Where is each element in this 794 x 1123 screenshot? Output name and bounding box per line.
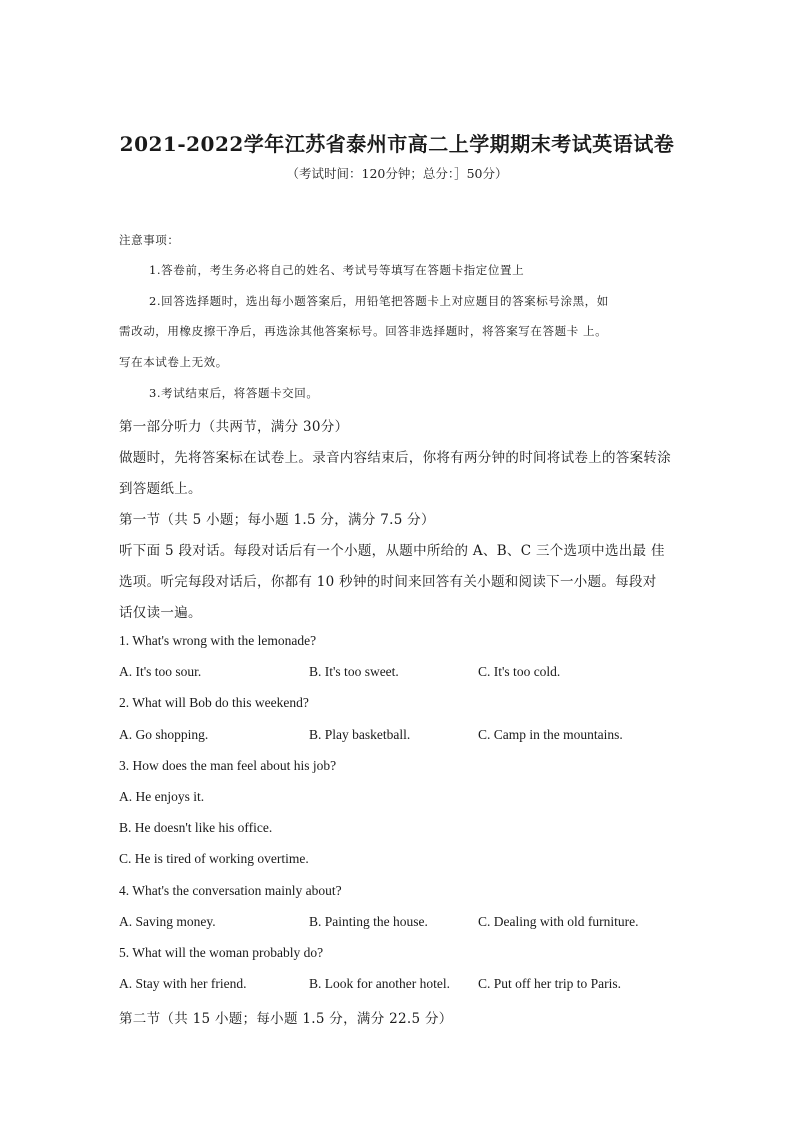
question-2-stem: 2. What will Bob do this weekend? xyxy=(119,695,309,710)
note-item-3: 3.考试结束后，将答题卡交回。 xyxy=(149,386,319,400)
question-3-option-c: C. He is tired of working overtime. xyxy=(119,851,309,866)
note-item-2-line-1: 2.回答选择题时，选出每小题答案后，用铅笔把答题卡上对应题目的答案标号涂黑，如 xyxy=(149,294,609,308)
section1-heading: 第一节（共 5 小题；每小题 1.5 分，满分 7.5 分） xyxy=(119,512,435,528)
exam-subtitle: （考试时间：120分钟；总分：］50分） xyxy=(286,166,508,181)
note-item-2-line-2: 需改动，用橡皮擦干净后，再选涂其他答案标号。回答非选择题时，将答案写在答题卡 上。 xyxy=(119,324,608,338)
question-2-option-b: B. Play basketball. xyxy=(309,727,411,742)
notes-heading: 注意事项： xyxy=(119,233,180,247)
part1-instruction-line-1: 做题时，先将答案标在试卷上。录音内容结束后，你将有两分钟的时间将试卷上的答案转涂 xyxy=(119,450,671,466)
question-1-option-b: B. It's too sweet. xyxy=(309,664,399,679)
question-1-option-a: A. It's too sour. xyxy=(119,664,202,679)
question-4-option-b: B. Painting the house. xyxy=(309,914,428,929)
note-item-1: 1.答卷前，考生务必将自己的姓名、考试号等填写在答题卡指定位置上 xyxy=(149,263,525,277)
question-2-option-c: C. Camp in the mountains. xyxy=(478,727,623,742)
section2-heading: 第二节（共 15 小题；每小题 1.5 分，满分 22.5 分） xyxy=(119,1011,453,1027)
question-4-option-a: A. Saving money. xyxy=(119,914,216,929)
question-3-option-a: A. He enjoys it. xyxy=(119,789,205,804)
part1-instruction-line-2: 到答题纸上。 xyxy=(119,481,202,497)
question-4-stem: 4. What's the conversation mainly about? xyxy=(119,883,342,898)
exam-title: 2021-2022学年江苏省泰州市高二上学期期末考试英语试卷 xyxy=(119,132,675,156)
section1-instruction-line-3: 话仅读一遍。 xyxy=(119,605,202,621)
question-2-option-a: A. Go shopping. xyxy=(119,727,209,742)
question-5-option-a: A. Stay with her friend. xyxy=(119,976,247,991)
question-5-option-c: C. Put off her trip to Paris. xyxy=(478,976,621,991)
question-1-stem: 1. What's wrong with the lemonade? xyxy=(119,633,317,648)
question-1-option-c: C. It's too cold. xyxy=(478,664,561,679)
note-item-2-line-3: 写在本试卷上无效。 xyxy=(119,355,228,369)
section1-instruction-line-2: 选项。听完每段对话后，你都有 10 秒钟的时间来回答有关小题和阅读下一小题。每段对 xyxy=(119,574,657,590)
question-3-stem: 3. How does the man feel about his job? xyxy=(119,758,337,773)
question-5-stem: 5. What will the woman probably do? xyxy=(119,945,324,960)
part1-heading: 第一部分听力（共两节，满分 30分） xyxy=(119,419,349,435)
section1-instruction-line-1: 听下面 5 段对话。每段对话后有一个小题，从题中所给的 A、B、C 三个选项中选出最 佳 xyxy=(119,543,665,559)
question-5-option-b: B. Look for another hotel. xyxy=(309,976,450,991)
question-3-option-b: B. He doesn't like his office. xyxy=(119,820,273,835)
question-4-option-c: C. Dealing with old furniture. xyxy=(478,914,639,929)
